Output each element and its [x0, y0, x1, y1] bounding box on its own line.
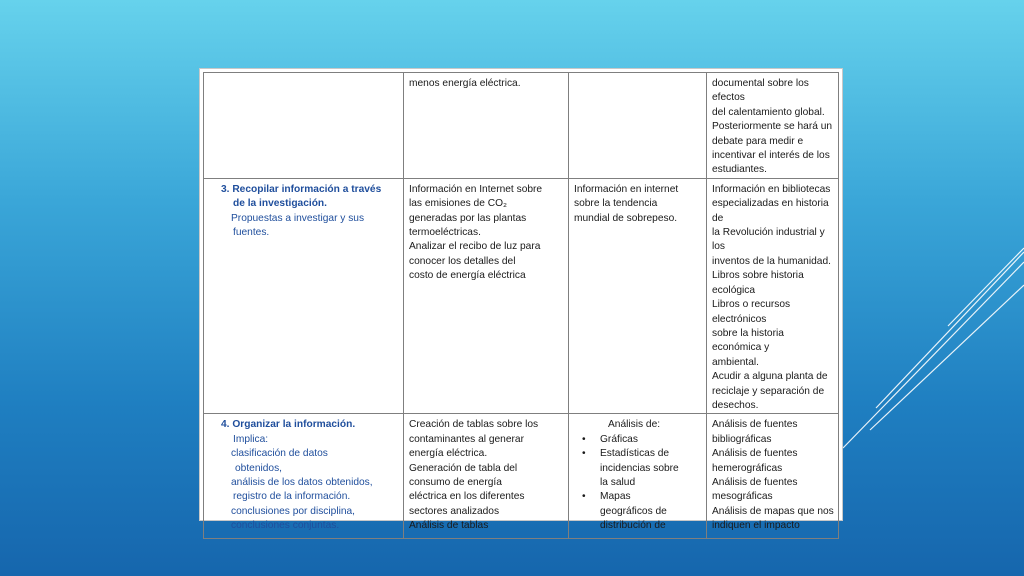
row3-cell2	[404, 414, 569, 539]
table-row	[204, 414, 839, 539]
text-line: análisis de los datos obtenidos,	[231, 476, 373, 488]
text-line: Análisis de tablas	[409, 520, 489, 532]
text-line: especializadas en historia de	[712, 198, 829, 224]
row1-cell4	[707, 73, 839, 179]
text-line: generadas por las plantas	[409, 212, 527, 224]
analysis-heading: Análisis de:	[608, 419, 661, 431]
text-line: clasificación de datos	[231, 448, 328, 460]
text-line: ambiental.	[712, 356, 760, 368]
text-line: conclusiones por disciplina,	[231, 505, 356, 517]
text-line: eléctrica en los diferentes	[409, 491, 525, 503]
list-item	[600, 447, 702, 490]
text-line: Análisis de fuentes	[712, 476, 798, 488]
text-line: • Gráficas	[600, 433, 638, 445]
text-line: conocer los detalles del	[409, 255, 516, 267]
row2-cell3	[569, 178, 707, 414]
text-line: sobre la tendencia	[574, 198, 658, 210]
table-row	[204, 178, 839, 414]
text-line: Información en bibliotecas	[712, 183, 831, 195]
text-line: del calentamiento global.	[712, 106, 825, 118]
text-line: Generación de tabla del	[409, 462, 518, 474]
text-line: sectores analizados	[409, 505, 500, 517]
text-line: • Estadísticas de	[600, 448, 670, 460]
text-line: Analizar el recibo de luz para	[409, 241, 541, 253]
text-line: Análisis de fuentes	[712, 448, 798, 460]
table-row	[204, 73, 839, 179]
text-line: incidencias sobre	[600, 462, 679, 474]
text-line: conclusiones conjuntas.	[231, 520, 340, 532]
text-line: bibliográficas	[712, 433, 772, 445]
analysis-list	[574, 433, 702, 534]
row2-cell2	[404, 178, 569, 414]
text-line: Información en Internet sobre	[409, 183, 543, 195]
text-line: incentivar el interés de los	[712, 150, 830, 162]
text-line: las emisiones de CO₂	[409, 198, 507, 210]
text-line: Acudir a alguna planta de	[712, 371, 828, 383]
text-line: Implica:	[233, 433, 269, 445]
text-line: indiquen el impacto	[712, 520, 800, 532]
row3-cell1	[204, 414, 404, 539]
text-line: energía eléctrica.	[409, 448, 488, 460]
text-line: debate para medir e	[712, 135, 804, 147]
text-line: la Revolución industrial y los	[712, 227, 825, 253]
text-line: reciclaje y separación de	[712, 385, 825, 397]
text-line: mesográficas	[712, 491, 773, 503]
list-item	[600, 433, 702, 447]
text-line: Creación de tablas sobre los	[409, 419, 539, 431]
row3-cell3	[569, 414, 707, 539]
text-line: consumo de energía	[409, 476, 502, 488]
text-line: desechos.	[712, 399, 759, 411]
planning-table	[203, 72, 839, 539]
text-line: obtenidos,	[235, 462, 283, 474]
text-line: • Mapas	[600, 491, 631, 503]
step-title: 4. Organizar la información.	[221, 419, 356, 431]
document-table-frame	[199, 68, 843, 532]
text-line: sobre la historia económica y	[712, 327, 784, 354]
text-line: Libros sobre historia ecológica	[712, 270, 804, 296]
row1-cell2: menos energía eléctrica.	[404, 73, 569, 179]
step-title-cont: de la investigación.	[233, 198, 327, 210]
row1-cell1	[204, 73, 404, 179]
text-line: inventos de la humanidad.	[712, 255, 831, 267]
text-line: Posteriormente se hará un	[712, 121, 833, 133]
step-title: 3. Recopilar información a través	[221, 183, 382, 195]
step-subtitle: Propuestas a investigar y sus	[231, 212, 365, 224]
text-line: mundial de sobrepeso.	[574, 212, 678, 224]
text-line: estudiantes.	[712, 164, 767, 176]
text-line: documental sobre los efectos	[712, 78, 809, 104]
text-line: termoeléctricas.	[409, 227, 481, 239]
text-line: contaminantes al generar	[409, 433, 524, 445]
text-line: costo de energía eléctrica	[409, 270, 526, 282]
text-line: Análisis de fuentes	[712, 419, 798, 431]
text-line: Información en internet	[574, 183, 679, 195]
text-line: geográficos de	[600, 505, 667, 517]
list-item	[600, 490, 702, 533]
text-line: hemerográficas	[712, 462, 783, 474]
text-line: distribución de	[600, 520, 666, 532]
text-line: Libros o recursos electrónicos	[712, 299, 791, 325]
step-subtitle-cont: fuentes.	[233, 227, 270, 239]
row2-cell4	[707, 178, 839, 414]
row3-cell4	[707, 414, 839, 539]
text-line: la salud	[600, 476, 636, 488]
row2-cell1	[204, 178, 404, 414]
row1-cell3	[569, 73, 707, 179]
text-line: Análisis de mapas que nos	[712, 505, 834, 517]
text-line: registro de la información.	[233, 491, 351, 503]
